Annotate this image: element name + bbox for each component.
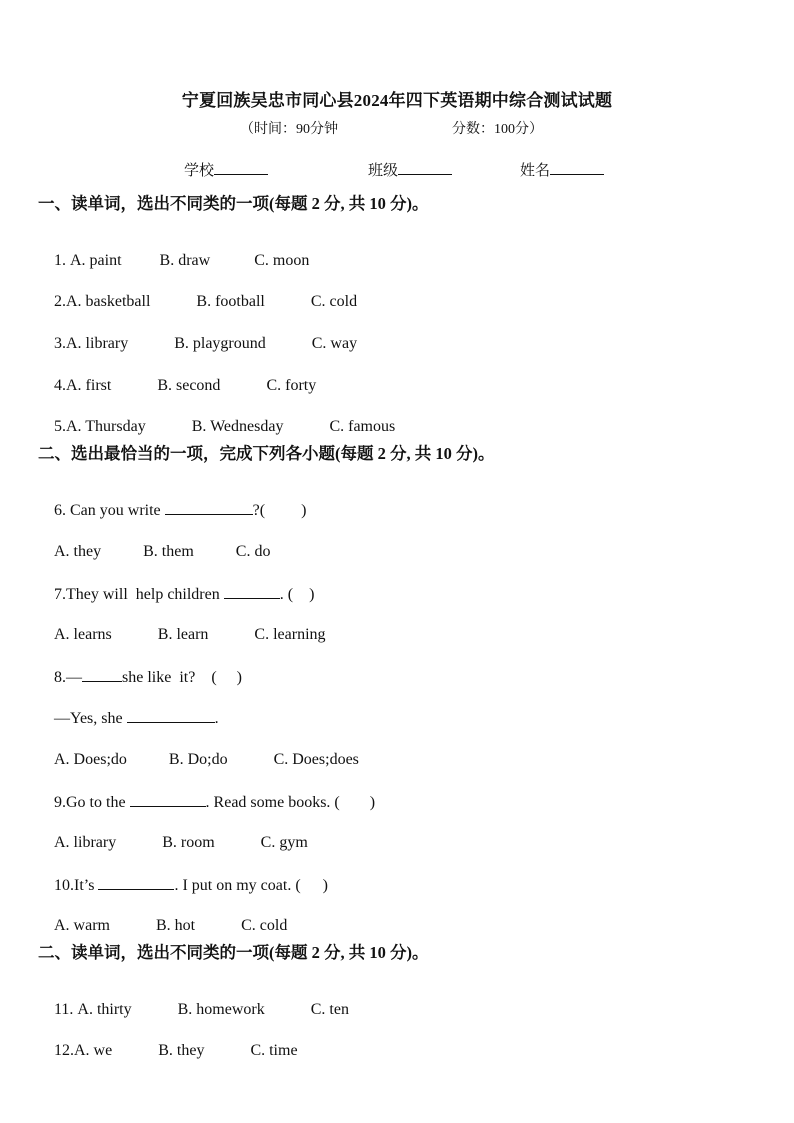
section-1-heading: 一、读单词，选出不同类的一项(每题 2 分, 共 10 分)。 [38,194,429,213]
option-c: C. gym [260,834,308,851]
option-c: C. Does;does [273,751,359,768]
exam-time: （时间：90分钟 [240,122,338,137]
option-b: B. them [143,543,194,560]
answer-blank[interactable] [224,585,280,599]
question-number: 2. [54,293,66,310]
stem-tail: ?( [252,502,266,519]
option-b: B. room [162,834,215,851]
paren-close: ) [369,794,376,811]
paren-close: ) [322,877,328,894]
option-c: C. cold [241,917,288,934]
stem-text: 10.It’s [54,877,99,894]
stem-tail: . ( [279,586,294,603]
option-a: A. paint [70,252,122,269]
option-a: A. Does;do [54,751,127,768]
question-number: 1. [54,252,70,269]
reply-text: —Yes, she [54,710,127,727]
option-a: A. we [74,1042,113,1059]
option-c: C. forty [266,377,317,394]
answer-blank[interactable] [98,876,174,890]
question-12 [38,1024,298,1078]
option-a: A. library [54,834,117,851]
name-field[interactable] [520,159,604,180]
stem-text: 6. Can you write [54,502,165,519]
option-b: B. second [157,377,221,394]
option-a: A. library [66,335,129,352]
option-b: B. football [196,293,265,310]
option-a: A. basketball [66,293,151,310]
option-b: B. draw [159,252,211,269]
option-b: B. Wednesday [191,418,284,435]
name-label: 姓名 [520,163,551,179]
stem-text: 8.— [54,669,82,686]
option-b: B. Do;do [168,751,228,768]
paren-close: ) [309,586,315,603]
paren-close: ) [236,669,242,686]
section-3-heading: 二、读单词，选出不同类的一项(每题 2 分, 共 10 分)。 [38,943,429,962]
stem-text: 7.They will help children [54,586,224,603]
paren-open: ( [211,669,217,686]
option-a: A. they [54,543,102,560]
option-b: B. homework [177,1001,265,1018]
class-blank[interactable] [398,160,452,175]
section-2-heading: 二、选出最恰当的一项，完成下列各小题(每题 2 分, 共 10 分)。 [38,444,495,463]
exam-title: 宁夏回族吴忠市同心县2024年四下英语期中综合测试试题 [181,91,613,110]
option-c: C. do [235,543,271,560]
question-number: 11. [54,1001,78,1018]
option-a: A. Thursday [66,418,146,435]
class-field[interactable] [368,159,452,180]
option-b: B. learn [157,626,209,643]
question-number: 12. [54,1042,74,1059]
reply-end: . [214,710,219,727]
option-c: C. cold [310,293,358,310]
option-b: B. they [158,1042,205,1059]
exam-score: 分数：100分） [452,122,543,137]
option-c: C. learning [254,626,326,643]
option-c: C. way [311,335,358,352]
answer-blank[interactable] [82,668,122,682]
paren-close: ) [301,502,307,519]
stem-tail: . I put on my coat. ( [174,877,301,894]
option-b: B. playground [174,335,266,352]
answer-blank[interactable] [127,709,215,723]
option-c: C. ten [310,1001,349,1018]
name-blank[interactable] [550,160,604,175]
question-number: 5. [54,418,66,435]
stem-text: 9.Go to the [54,794,130,811]
option-a: A. thirty [77,1001,132,1018]
stem-tail: . Read some books. ( [205,794,340,811]
option-a: A. warm [54,917,110,934]
school-field[interactable] [184,159,268,180]
stem-mid: she like it? [122,669,196,686]
school-blank[interactable] [214,160,268,175]
answer-blank[interactable] [130,793,206,807]
option-c: C. famous [329,418,396,435]
option-a: A. first [66,377,112,394]
question-number: 3. [54,335,66,352]
option-c: C. moon [254,252,310,269]
option-b: B. hot [155,917,196,934]
school-label: 学校 [184,163,215,179]
answer-blank[interactable] [165,501,253,515]
class-label: 班级 [368,163,399,179]
question-number: 4. [54,377,66,394]
option-c: C. time [250,1042,298,1059]
option-a: A. learns [54,626,112,643]
